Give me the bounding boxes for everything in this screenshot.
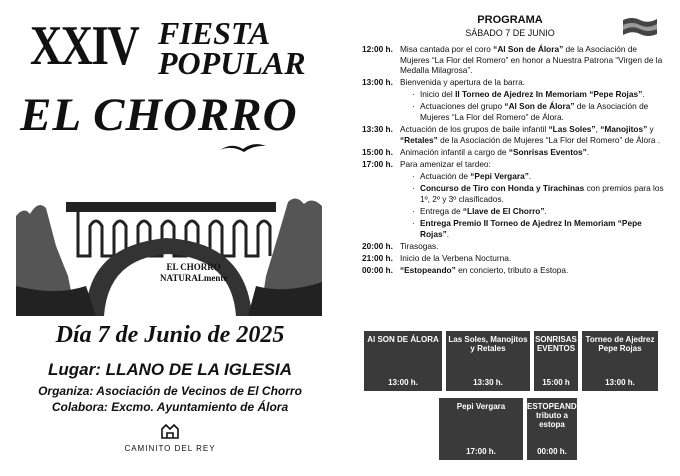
bridge-illustration: [16, 186, 322, 316]
caminito-logo: [0, 423, 340, 453]
schedule-row: [362, 241, 667, 252]
edition-numeral: XXIV: [30, 15, 139, 77]
schedule-row: [362, 44, 667, 76]
schedule-time: 13:00 h.: [362, 77, 393, 88]
schedule-description: Tirasogas.: [400, 240, 439, 251]
image-caption: [160, 262, 227, 284]
photo-hour: 15:00 h: [542, 378, 570, 387]
schedule-row: [362, 77, 667, 88]
caminito-logo-icon: [159, 423, 181, 439]
schedule-description: Actuación de los grupos de baile infantil “Las Soles”, “Manojitos” y “Retales” de la Asociación de Mujeres “La Flor del Romero” de Álora .: [400, 124, 661, 145]
schedule-subitem-text: Actuación de “Pepi Vergara”.: [420, 171, 532, 182]
collaborator: Colabora: Excmo. Ayuntamiento de Álora: [51, 400, 289, 414]
schedule-subitem: [362, 183, 667, 204]
program-photo: [582, 331, 658, 391]
caminito-logo-text: CAMINITO DEL REY: [124, 444, 216, 453]
title-line-2: POPULAR: [158, 45, 306, 81]
schedule-subitem: [362, 101, 667, 122]
schedule-description: Inicio de la Verbena Nocturna.: [400, 252, 512, 263]
bullet-icon: ·: [412, 171, 415, 182]
photo-title: Al SON DE ÁLORA: [367, 335, 439, 344]
schedule-subitem: [362, 218, 667, 239]
program-photo: [364, 331, 442, 391]
photo-title: SONRISAS EVENTOS: [535, 335, 577, 353]
schedule-time: 17:00 h.: [362, 158, 393, 169]
program-title: PROGRAMA: [477, 14, 543, 26]
schedule-description: Para amenizar el tardeo:: [400, 158, 491, 169]
schedule-time: 20:00 h.: [362, 240, 393, 251]
schedule-row: [362, 253, 667, 264]
event-location: Lugar: LLANO DE LA IGLESIA: [48, 360, 292, 379]
schedule-time: 13:30 h.: [362, 124, 393, 135]
schedule-subitem-text: Concurso de Tiro con Honda y Tirachinas con premios para los 1º, 2º y 3º clasificados.: [420, 183, 664, 204]
program-photo: [527, 398, 583, 460]
schedule-description: Misa cantada por el coro “Al Son de Álora” de la Asociación de Mujeres “La Flor del Romero” en honor a Nuestra Patrona “Virgen de la Medalla Milagrosa”.: [400, 44, 663, 76]
title-line-1: FIESTA: [158, 15, 271, 51]
place-title: EL CHORRO: [20, 89, 298, 141]
bullet-icon: ·: [412, 217, 415, 228]
photo-hour: 13:00 h.: [388, 378, 418, 387]
program-photo: [446, 331, 530, 391]
event-date: Día 7 de Junio de 2025: [55, 322, 285, 348]
seagull-icon: [218, 140, 268, 156]
schedule-row: [362, 159, 667, 170]
schedule-subitem-text: Inicio del II Torneo de Ajedrez In Memoriam “Pepe Rojas”.: [420, 89, 645, 100]
photo-hour: 13:00 h.: [605, 378, 635, 387]
schedule-subitem-text: Entrega Premio II Torneo de Ajedrez In Memoriam “Pepe Rojas”.: [420, 217, 642, 239]
program-photo: [534, 331, 578, 391]
schedule-row: [362, 265, 667, 276]
photo-title: Las Soles, Manojitos y Retales: [448, 335, 528, 353]
schedule-subitem-text: Entrega de “Llave de El Chorro”.: [420, 205, 547, 216]
program-day: SÁBADO 7 DE JUNIO: [465, 28, 555, 38]
bullet-icon: ·: [412, 205, 415, 216]
program-photo: [439, 398, 523, 460]
photo-title: ESTOPEANDO tributo a estopa: [527, 402, 583, 429]
schedule-description: Animación infantil a cargo de “Sonrisas Eventos”.: [400, 146, 590, 157]
program-schedule: [362, 44, 667, 277]
flag-icon: [622, 16, 658, 38]
schedule-time: 12:00 h.: [362, 44, 393, 54]
schedule-row: [362, 147, 667, 158]
bullet-icon: ·: [412, 183, 415, 194]
schedule-time: 15:00 h.: [362, 146, 393, 157]
photo-hour: 17:00 h.: [466, 447, 496, 456]
schedule-description: “Estopeando” en concierto, tributo a Estopa.: [400, 264, 569, 275]
photo-hour: 13:30 h.: [473, 378, 503, 387]
schedule-time: 00:00 h.: [362, 264, 393, 275]
schedule-subitem: [362, 89, 667, 100]
schedule-row: [362, 124, 667, 145]
program-panel: [340, 0, 680, 476]
image-caption-line1: EL CHORRO: [166, 262, 221, 272]
organizer: Organiza: Asociación de Vecinos de El Chorro: [38, 384, 302, 398]
schedule-subitem: [362, 171, 667, 182]
fiesta-title: [158, 15, 306, 81]
schedule-subitem: [362, 206, 667, 217]
schedule-subitem-text: Actuaciones del grupo “Al Son de Álora” de la Asociación de Mujeres “La Flor del Romero” de Álora.: [420, 101, 649, 123]
photo-title: Pepi Vergara: [456, 402, 506, 411]
bullet-icon: ·: [412, 89, 415, 100]
schedule-description: Bienvenida y apertura de la barra.: [400, 77, 525, 88]
photo-hour: 00:00 h.: [537, 447, 567, 456]
bullet-icon: ·: [412, 101, 415, 112]
photo-title: Torneo de Ajedrez Pepe Rojas: [585, 335, 655, 353]
schedule-time: 21:00 h.: [362, 252, 393, 263]
image-caption-line2: NATURALmente: [160, 273, 228, 283]
